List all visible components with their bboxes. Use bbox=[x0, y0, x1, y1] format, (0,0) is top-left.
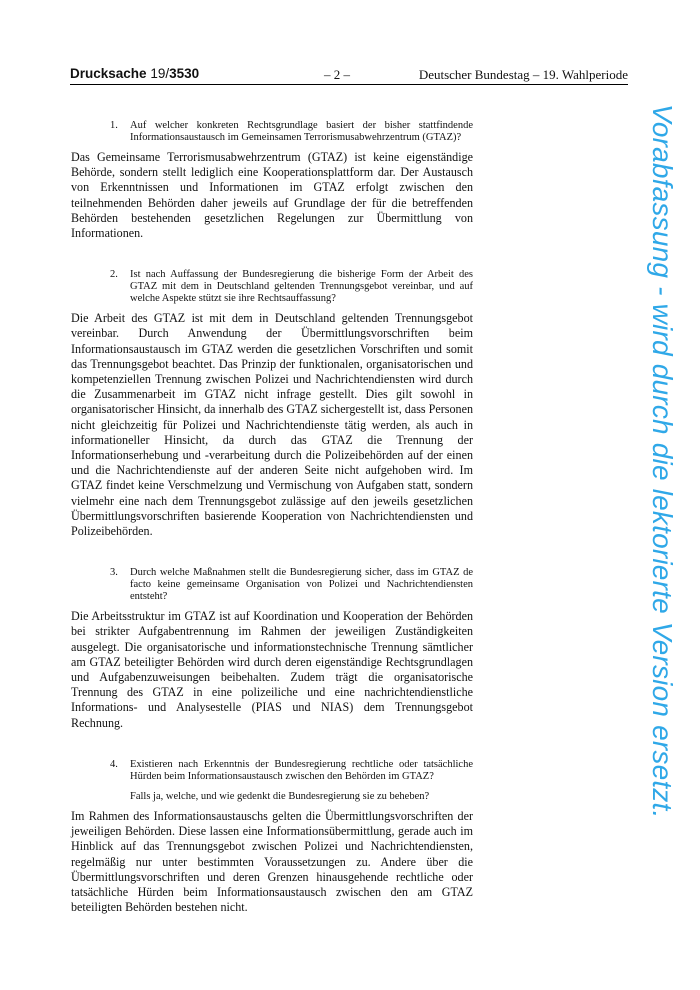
draft-watermark: Vorabfassung - wird durch die lektorierte Version ersetzt. bbox=[647, 104, 678, 819]
question-number: 3. bbox=[110, 567, 118, 579]
question-subtext: Falls ja, welche, und wie gedenkt die Bundesregierung sie zu beheben? bbox=[130, 790, 430, 802]
question-2 bbox=[110, 269, 473, 305]
question-number: 1. bbox=[110, 120, 118, 131]
answer-2: Die Arbeit des GTAZ ist mit dem in Deutschland geltenden Trennungsgebot vereinbar. Durch Anwendung der Übermittlungsvorschriften beim Informationsaustausch im GTAZ werden die gesetzlichen Vorschriften und somit das Trennungsgebot beachtet. Das Prinzip der funktionalen, organisatorischen und kompetenziellen Trennung zwischen Polizei und Nachrichtendiensten wird durch die Zusammenarbeit im GTAZ nicht infrage gestellt. Dies gilt sowohl in organisatorischer Hinsicht, da innerhalb des GTAZ sichergestellt ist, dass Personen nicht gleichzeitig für Polizei und Nachrichtendienste tätig werden, als auch in informationeller Hinsicht, da durch das GTAZ die Trennung der Informationserhebung und -verarbeitung durch die Polizeibehörden auf der einen und die Nachrichtendienste auf der anderen Seite nicht aufgehoben wird. Im GTAZ findet keine Verschmelzung und Vermischung von Aufgaben statt, sondern vielmehr eine nach dem Trennungsgebot zulässige auf den jeweils gesetzlichen Übermittlungsvorschriften basierende Kooperation von Nachrichtendiensten und Polizeibehörden. bbox=[71, 311, 473, 539]
question-number: 2. bbox=[110, 269, 118, 281]
question-text: Auf welcher konkreten Rechtsgrundlage basiert der bisher stattfindende Informationsaustausch im Gemeinsamen Terrorismusabwehrzentrum (GTAZ)? bbox=[130, 120, 473, 143]
answer-4: Im Rahmen des Informationsaustauschs gelten die Übermittlungsvorschriften der jeweiligen Behörden. Diese lassen eine Informationsübermittlung, gerade auch im Hinblick auf das Trennungsgebot zwischen Polizei und Nachrichtendiensten, regelmäßig nur unter bestimmten Voraussetzungen zu. Andere über die Übermittlungsvorschriften und deren Grenzen hinausgehende rechtliche oder tatsächliche Hürden beim Informationsaustausch zwischen den am GTAZ beteiligten Behörden bestehen nicht. bbox=[71, 808, 473, 915]
answer-3: Die Arbeitsstruktur im GTAZ ist auf Koordination und Kooperation der Behörden bei strikter Aufgabentrennung im Rahmen der jeweiligen Zuständigkeiten ausgelegt. Die organisatorische und informationstechnische Trennung sämtlicher am GTAZ beteiligter Behörden wird durch deren eigenständige Rechtsgrundlagen und Aufgabenzuweisungen beibehalten. Zudem trägt die organisatorische Trennung des GTAZ in eine polizeiliche und eine nachrichtendienstliche Informations- und Analysestelle (PIAS und NIAS) dem Trennungsgebot Rechnung. bbox=[71, 609, 473, 730]
drucksache-label: Drucksache bbox=[70, 66, 147, 81]
question-4 bbox=[110, 759, 473, 803]
question-1 bbox=[110, 120, 473, 144]
question-3 bbox=[110, 567, 473, 603]
doc-number-bold: 3530 bbox=[169, 66, 200, 81]
publisher: Deutscher Bundestag – 19. Wahlperiode bbox=[418, 67, 628, 82]
question-text: Ist nach Auffassung der Bundesregierung die bisherige Form der Arbeit des GTAZ mit dem in Deutschland geltenden Trennungsgebot vereinbar, und auf welche Aspekte stützt sie ihre Rechtsauffassung? bbox=[130, 269, 473, 305]
doc-number-prefix: 19/ bbox=[150, 66, 170, 81]
question-text: Durch welche Maßnahmen stellt die Bundesregierung sicher, dass im GTAZ de facto keine gemeinsame Organisation von Polizei und Nachrichtendiensten entsteht? bbox=[130, 567, 473, 603]
page-header bbox=[70, 66, 628, 85]
question-text: Existieren nach Erkenntnis der Bundesregierung rechtliche oder tatsächliche Hürden beim Informationsaustausch zwischen den Behörden im GTAZ? bbox=[130, 758, 473, 782]
document-body bbox=[71, 120, 473, 915]
drucksache-number bbox=[70, 66, 199, 81]
page-number: – 2 – bbox=[324, 67, 350, 82]
doc-number bbox=[150, 66, 199, 81]
question-number: 4. bbox=[110, 758, 118, 770]
answer-1: Das Gemeinsame Terrorismusabwehrzentrum (GTAZ) ist keine eigenständige Behörde, sondern stellt lediglich eine Kooperationsplattform dar. Der Austausch von Erkenntnissen und Informationen im GTAZ erfolgt zwischen den teilnehmenden Behörden daher jeweils auf Grundlage der für die betreffenden Behörden bestehenden gesetzlichen Regelungen zur Übermittlung von Informationen. bbox=[71, 150, 473, 241]
